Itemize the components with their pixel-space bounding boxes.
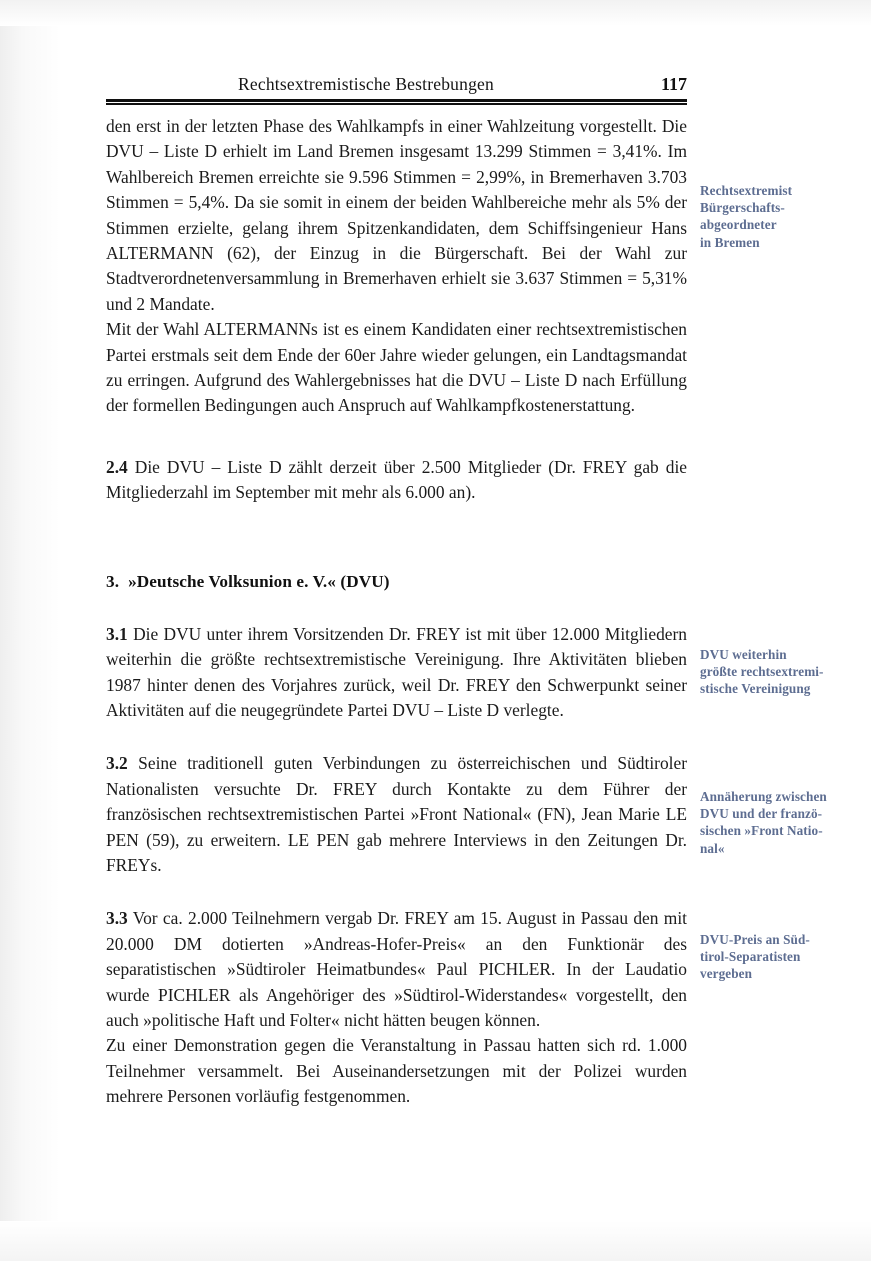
section-2-4-number: 2.4 (106, 456, 128, 477)
section-3-2-text: Seine traditionell guten Verbindungen zu österreichischen und Südtiroler Nationalisten versuchte Dr. FREY durch Kontakte zu dem Führer der französischen rechtsextremistischen Partei »Front National« (FN), Jean Marie LE PEN (59), zu erweitern. LE PEN gab mehrere Interviews in den Zeitungen Dr. FREYs. (106, 753, 687, 875)
marginal-note-3-line-4: nal« (700, 840, 725, 856)
page-number: 117 (660, 74, 687, 94)
running-head (106, 74, 687, 98)
marginal-note-2-line-3: stische Vereinigung (700, 681, 811, 697)
marginal-note-4 (700, 931, 868, 983)
marginal-note-2-line-2: größte rechtsextremi- (700, 664, 824, 680)
section-2-4-text: Die DVU – Liste D zählt derzeit über 2.500 Mitglieder (Dr. FREY gab die Mitgliederzahl im September mit mehr als 6.000 an). (106, 456, 687, 503)
marginal-note-3-line-3: sischen »Front Natio- (700, 823, 823, 839)
marginal-note-3-line-1: Annäherung zwischen (700, 789, 827, 804)
paragraph-continued: den erst in der letzten Phase des Wahlkampfs in einer Wahlzeitung vorgestellt. Die DVU – Liste D erhielt im Land Bremen insgesamt 13.299 Stimmen = 3,41%. Im Wahlbereich Bremen erreichte sie 9.596 Stimmen = 2,99%, in Bremerhaven 3.703 Stimmen = 5,4%. Da sie somit in einem der beiden Wahlbereiche mehr als 5% der Stimmen erzielte, gelang ihrem Spitzenkandidaten, dem Schiffsingenieur Hans ALTERMANN (62), der Einzug in die Bürgerschaft. Bei der Wahl zur Stadtverordnetenversammlung in Bremerhaven erhielt sie 3.637 Stimmen = 5,31% und 2 Mandate. (106, 116, 687, 314)
section-3-3 (106, 906, 687, 1033)
section-3-1-number: 3.1 (106, 623, 128, 644)
marginal-note-1-line-3: abgeordneter (700, 217, 777, 233)
marginal-note-1 (700, 182, 868, 251)
section-3-2-number: 3.2 (106, 753, 128, 774)
marginal-note-3 (700, 788, 868, 857)
section-3-2 (106, 751, 687, 878)
marginal-note-4-line-2: tirol-Separatisten (700, 949, 801, 965)
body-column (106, 114, 687, 1110)
marginal-note-2 (700, 646, 868, 698)
section-3-3-number: 3.3 (106, 908, 128, 929)
paragraph-continued-2: Mit der Wahl ALTERMANNs ist es einem Kandidaten einer rechtsextremistischen Partei erstmals seit dem Ende der 60er Jahre wieder gelungen, ein Landtagsmandat zu erringen. Aufgrund des Wahlergebnisses hat die DVU – Liste D nach Erfüllung der formellen Bedingungen auch Anspruch auf Wahlkampfkostenerstattung. (106, 319, 687, 416)
section-3-3-text: Vor ca. 2.000 Teilnehmern vergab Dr. FREY am 15. August in Passau den mit 20.000 DM dotierten »Andreas-Hofer-Preis« an den Funktionär des separatistischen »Südtiroler Heimatbundes« Paul PICHLER. In der Laudatio wurde PICHLER als Angehöriger des »Südtirol-Widerstandes« vorgestellt, den auch »politische Haft und Folter« nicht hätten beugen können. (106, 908, 687, 1030)
section-3-heading (106, 570, 687, 594)
running-head-title: Rechtsextremistische Bestrebungen (238, 74, 494, 94)
section-3-3-paragraph-2: Zu einer Demonstration gegen die Veranstaltung in Passau hatten sich rd. 1.000 Teilnehmer versammelt. Bei Auseinandersetzungen mit der Polizei wurden mehrere Personen vorläufig festgenommen. (106, 1035, 687, 1107)
marginal-note-4-line-1: DVU-Preis an Süd- (700, 932, 810, 947)
marginal-note-3-line-2: DVU und der franzö- (700, 806, 823, 822)
section-3-title: »Deutsche Volksunion e. V.« (DVU) (128, 571, 390, 591)
section-3-1-text: Die DVU unter ihrem Vorsitzenden Dr. FREY ist mit über 12.000 Mitgliedern weiterhin die größte rechtsextremistische Vereinigung. Ihre Aktivitäten blieben 1987 hinter denen des Vorjahres zurück, weil Dr. FREY den Schwerpunkt seiner Aktivitäten auf die neugegründete Partei DVU – Liste D verlegte. (106, 623, 687, 720)
marginal-note-1-line-1: Rechtsextremist (700, 183, 793, 198)
marginal-note-2-line-1: DVU weiterhin (700, 647, 787, 662)
marginal-note-4-line-3: vergeben (700, 966, 753, 982)
section-3-1 (106, 622, 687, 724)
header-double-rule (106, 99, 687, 105)
marginal-note-1-line-2: Bürgerschafts- (700, 200, 785, 216)
marginal-note-1-line-4: in Bremen (700, 234, 760, 250)
section-2-4 (106, 455, 687, 506)
section-3-number: 3. (106, 571, 120, 591)
